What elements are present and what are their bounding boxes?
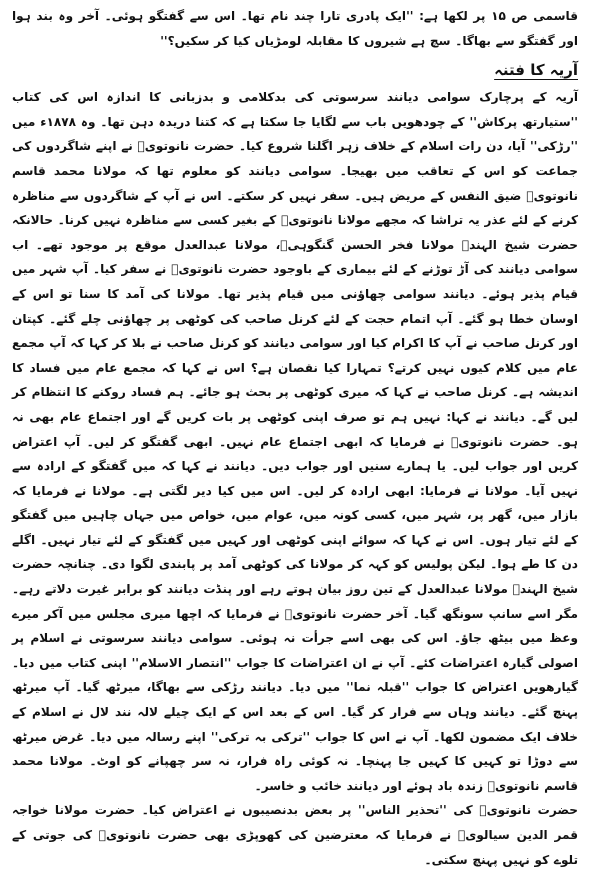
closing-paragraph: حضرت نانوتویؒ کی ''تحذیر الناس'' پر بعض بدنصیبوں نے اعتراض کیا۔ حضرت مولانا خواجہ قمر الدین سیالویؒ نے فرمایا کہ معترضین کی کھوپڑی بھی حضرت نانوتویؒ کی جوتی کے تلوے کو نہیں پہنچ سکتی۔: [12, 803, 578, 867]
intro-paragraph: قاسمی ص ۱۵ پر لکھا ہے: ''ایک پادری تارا چند نام تھا۔ اس سے گفتگو ہوئی۔ آخر وہ بند ہوا اور گفتگو سے بھاگا۔ سچ ہے شیروں کا مقابلہ لومڑیاں کیا کر سکیں؟'': [12, 9, 578, 48]
body-paragraph: آریہ کے پرچارک سوامی دیانند سرسوتی کی بدکلامی و بدزبانی کا اندازہ اس کی کتاب ''ستیارتھ پرکاش'' کے چودھویں باب سے لگایا جا سکتا ہے کہ کتنا دریدہ دہن تھا۔ وہ ۱۸۷۸ء میں ''رڑکی'' آیا، دن رات اسلام کے خلاف زہر اگلنا شروع کیا۔ حضرت نانوتویؒ نے اپنے شاگردوں کی جماعت کو اس کے تعاقب میں بھیجا۔ سوامی دیانند کو معلوم تھا کہ مولانا محمد قاسم نانوتویؒ ضیق النفس کے مریض ہیں۔ سفر نہیں کر سکتے۔ اس نے آپ کے شاگردوں سے مناظرہ کرنے کے لئے عذر یہ تراشا کہ مجھے مولانا نانوتویؒ کے بغیر کسی سے مناظرہ نہیں کرنا۔ حالانکہ حضرت شیخ الہندؒ مولانا فخر الحسن گنگوہیؒ، مولانا عبدالعدل موقع پر موجود تھے۔ اب سوامی دیانند کی آڑ توڑنے کے لئے بیماری کے باوجود حضرت نانوتویؒ نے سفر کیا۔ آپ شہر میں قیام پذیر ہوئے۔ دیانند سوامی چھاؤنی میں قیام پذیر تھا۔ مولانا کی آمد کا سنا تو اس کے اوسان خطا ہو گئے۔ آپ اتمام حجت کے لئے کرنل صاحب کی کوٹھی پر چھاؤنی چلے گئے۔ کپتان اور کرنل صاحب نے آپ کا اکرام کیا اور سوامی دیانند کو کرنل صاحب نے بلا کر کہا کہ آپ مجمع عام میں کلام کیوں نہیں کرتے؟ تمہارا کیا نقصان ہے؟ اس نے کہا کہ مجمع عام میں فساد کا اندیشہ ہے۔ کرنل صاحب نے کہا کہ میری کوٹھی پر بحث ہو جائے۔ ہم فساد روکنے کا انتظام کر لیں گے۔ دیانند نے کہا: نہیں ہم تو صرف اپنی کوٹھی پر بات کریں گے اور اجتماع عام بھی نہ ہو۔ حضرت نانوتویؒ نے فرمایا کہ ابھی اجتماع عام نہیں۔ ابھی گفتگو کر لیں۔ آپ اعتراض کریں اور جواب لیں۔ یا ہمارے سنیں اور جواب دیں۔ دیانند نے کہا کہ میں گفتگو کے ارادہ سے نہیں آیا۔ مولانا نے فرمایا: ابھی ارادہ کر لیں۔ اس میں کیا دیر لگتی ہے۔ مولانا نے فرمایا کہ بازار میں، گھر پر، شہر میں، کسی کونہ میں، عوام میں، خواص میں جہاں چاہیں میں گفتگو کے لئے تیار ہوں۔ اس نے کہا کہ سوائے اپنی کوٹھی اور کہیں میں گفتگو کے لئے تیار نہیں۔ اگلے دن کا طے ہوا۔ لیکن پولیس کو کہہ کر مولانا کی کوٹھی آمد پر پابندی لگوا دی۔ چنانچہ حضرت شیخ الہندؒ مولانا عبدالعدل کے تین روز بیان ہوتے رہے اور پنڈت دیانند کو برابر غیرت دلاتے رہے۔ مگر اسے سانپ سونگھ گیا۔ آخر حضرت نانوتویؒ نے فرمایا کہ اچھا میری مجلس میں آکر میرے وعظ میں بیٹھ جاؤ۔ اس کی بھی اسے جرأت نہ ہوئی۔ سوامی دیانند سرسوتی نے اسلام پر اصولی گیارہ اعتراضات کئے۔ آپ نے ان اعتراضات کا جواب ''انتصار الاسلام'' اپنی کتاب میں دیا۔ گیارھویں اعتراض کا جواب ''قبلہ نما'' میں دیا۔ دیانند رڑکی سے بھاگا، میرٹھ گیا۔ آپ میرٹھ پہنچ گئے۔ دیانند وہاں سے فرار کر گیا۔ اس کے بعد اس کے ایک چیلے لالہ نند لال نے اسلام کے خلاف ایک مضمون لکھا۔ آپ نے اس کا جواب ''ترکی بہ ترکی'' اپنے رسالہ میں دیا۔ غرض میرٹھ سے دوڑا تو کہیں کا کہیں جا پہنچا۔ نہ کوئی راہ فرار، نہ سر چھپانے کو اوٹ۔ مولانا محمد قاسم نانوتویؒ زندہ باد ہوئے اور دیانند خائب و خاسر۔: [12, 90, 579, 793]
document-page: [12, 4, 579, 867]
section-heading: آریہ کا فتنہ: [494, 61, 578, 80]
